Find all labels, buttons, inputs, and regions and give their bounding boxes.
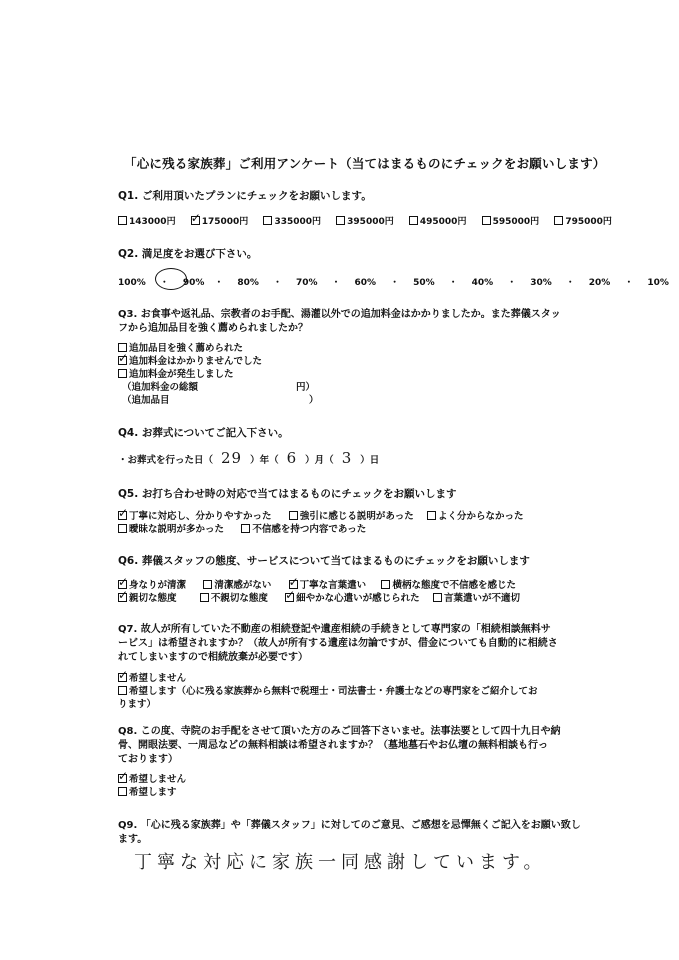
- scale-90[interactable]: 90%: [182, 278, 205, 288]
- checkbox-checked-icon[interactable]: [118, 673, 127, 682]
- q6-option-considerate[interactable]: ✓ 細やかな心遣いが感じられた: [285, 593, 420, 604]
- scale-10[interactable]: 10%: [647, 278, 669, 288]
- scale-100[interactable]: 100%: [118, 278, 146, 288]
- q1-option-395000[interactable]: 395000円: [336, 217, 394, 227]
- q4-day-value[interactable]: 3: [341, 449, 353, 467]
- q6-option-kind[interactable]: ✓親切な態度: [118, 593, 177, 604]
- q4-date-line: ・お葬式を行った日（ 29 ）年（ 6 ）月（ 3 ）日: [118, 449, 380, 467]
- q5-row2: [118, 521, 366, 535]
- q1-option-143000[interactable]: 143000円: [118, 217, 176, 227]
- q8-question-line1: Q8. この度、寺院のお手配をさせて頂いた方のみご回答下さいませ。法事法要として四十九日や納: [118, 726, 561, 737]
- selection-circle-icon: [155, 268, 187, 290]
- checkbox-checked-icon[interactable]: [191, 216, 200, 225]
- q3-question-line1: Q3. お食事や返礼品、宗教者のお手配、湯灌以外での追加料金はかかりましたか。また葬儀スタッ: [118, 309, 561, 320]
- checkbox-icon[interactable]: [409, 216, 418, 225]
- q6-option-unkind[interactable]: 不親切な態度: [200, 593, 268, 604]
- q5-option-unclear[interactable]: よく分からなかった: [427, 511, 524, 522]
- q8-option-no[interactable]: ✓希望しません: [118, 771, 186, 785]
- q5-option-pushy[interactable]: 強引に感じる説明があった: [289, 511, 414, 522]
- checkbox-checked-icon[interactable]: [118, 774, 127, 783]
- q3-items-label: （追加品目: [122, 395, 170, 406]
- q1-option-595000[interactable]: 595000円: [482, 217, 540, 227]
- q2-question: Q2. 満足度をお選び下さい。: [118, 248, 258, 260]
- q2-scale: 100% ・ 90% ・ 80% ・ 70% ・ 60% ・ 50% ・ 40% ・ 30% ・ 20% ・ 10%: [118, 278, 669, 288]
- q1-question: Q1. ご利用頂いたプランにチェックをお願いします。: [118, 190, 372, 202]
- scale-20[interactable]: 20%: [588, 278, 611, 288]
- q3-total-suffix: 円）: [296, 382, 316, 393]
- checkbox-icon[interactable]: [289, 511, 298, 520]
- q6-option-clean[interactable]: ✓身なりが清潔: [118, 580, 186, 591]
- q7-question-line1: Q7. 故人が所有していた不動産の相続登記や遺産相続の手続きとして専門家の「相続相談無料サ: [118, 624, 551, 635]
- q6-row2: [118, 590, 520, 604]
- checkbox-icon[interactable]: [263, 216, 272, 225]
- q3-option-no-extra-fee[interactable]: ✓追加料金はかかりませんでした: [118, 353, 262, 367]
- q6-row1: [118, 577, 516, 591]
- q3-total-label: （追加料金の総額: [122, 382, 199, 393]
- q8-question-line2: 骨、開眼法要、一周忌などの無料相談は希望されますか？（墓地墓石やお仏壇の無料相談も行っ: [118, 740, 548, 751]
- q6-option-improper-words[interactable]: 言葉遣いが不適切: [433, 593, 520, 604]
- checkbox-icon[interactable]: [118, 216, 127, 225]
- page-title: 「心に残る家族葬」ご利用アンケート（当てはまるものにチェックをお願いします）: [124, 156, 606, 171]
- q8-question-line3: ております）: [118, 754, 178, 765]
- checkbox-icon[interactable]: [200, 593, 209, 602]
- q3-option-extra-fee[interactable]: 追加料金が発生しました: [118, 366, 234, 380]
- checkbox-icon[interactable]: [203, 580, 212, 589]
- q1-option-335000[interactable]: 335000円: [263, 217, 321, 227]
- q7-option-yes[interactable]: 希望します（心に残る家族葬から無料で税理士・司法書士・弁護士などの専門家をご紹介してお: [118, 683, 538, 697]
- q3-items-suffix: ）: [309, 395, 319, 406]
- checkbox-icon[interactable]: [118, 369, 127, 378]
- q1-options: [118, 214, 612, 227]
- q7-option-no[interactable]: ✓希望しません: [118, 670, 186, 684]
- checkbox-icon[interactable]: [118, 787, 127, 796]
- checkbox-checked-icon[interactable]: [285, 593, 294, 602]
- checkbox-icon[interactable]: [118, 524, 127, 533]
- scale-50[interactable]: 50%: [413, 278, 435, 288]
- q5-option-distrust[interactable]: 不信感を持つ内容であった: [241, 524, 366, 535]
- q3-option-recommended[interactable]: 追加品目を強く薦められた: [118, 340, 243, 354]
- checkbox-icon[interactable]: [554, 216, 563, 225]
- checkbox-icon[interactable]: [381, 580, 390, 589]
- checkbox-checked-icon[interactable]: [118, 511, 127, 520]
- q9-handwritten-answer[interactable]: 丁寧な対応に家族一同感謝しています。: [134, 852, 547, 873]
- q9-question-line2: ます。: [118, 834, 148, 845]
- q5-option-vague[interactable]: 曖昧な説明が多かった: [118, 524, 224, 535]
- q5-row1: [118, 508, 524, 522]
- scale-30[interactable]: 30%: [530, 278, 552, 288]
- checkbox-icon[interactable]: [118, 686, 127, 695]
- checkbox-icon[interactable]: [427, 511, 436, 520]
- scale-40[interactable]: 40%: [471, 278, 494, 288]
- q6-question: Q6. 葬儀スタッフの態度、サービスについて当てはまるものにチェックをお願いします: [118, 555, 530, 567]
- q6-option-polite-words[interactable]: ✓ 丁寧な言葉遣い: [289, 580, 367, 591]
- q9-question-line1: Q9. 「心に残る家族葬」や「葬儀スタッフ」に対してのご意見、ご感想を忌憚無くご記入をお願い致し: [118, 820, 581, 831]
- checkbox-icon[interactable]: [433, 593, 442, 602]
- q1-option-495000[interactable]: 495000円: [409, 217, 467, 227]
- q6-option-unclean[interactable]: 清潔感がない: [203, 580, 271, 591]
- q7-question-line3: れてしまいますので相続放棄が必要です）: [118, 652, 308, 663]
- q8-option-yes[interactable]: 希望します: [118, 784, 177, 798]
- q4-month-value[interactable]: 6: [286, 449, 298, 467]
- q4-year-value[interactable]: 29: [221, 449, 243, 467]
- q6-option-arrogant[interactable]: 横柄な態度で不信感を感じた: [381, 580, 516, 591]
- q1-option-795000[interactable]: 795000円: [554, 217, 612, 227]
- q7-question-line2: ービス」は希望されますか？（故人が所有する遺産は勿論ですが、借金についても自動的に相続さ: [118, 638, 558, 649]
- q7-option-yes-cont: ります）: [118, 699, 157, 710]
- checkbox-checked-icon[interactable]: [118, 593, 127, 602]
- q3-question-line2: フから追加品目を強く薦められましたか？: [118, 323, 308, 334]
- checkbox-icon[interactable]: [336, 216, 345, 225]
- checkbox-icon[interactable]: [241, 524, 250, 533]
- scale-70[interactable]: 70%: [295, 278, 318, 288]
- q5-option-polite[interactable]: ✓丁寧に対応し、分かりやすかった: [118, 511, 272, 522]
- q5-question: Q5. お打ち合わせ時の対応で当てはまるものにチェックをお願いします: [118, 488, 457, 500]
- q4-question: Q4. お葬式についてご記入下さい。: [118, 427, 289, 439]
- q1-option-175000[interactable]: ✓ 175000円: [191, 217, 249, 227]
- scale-60[interactable]: 60%: [354, 278, 377, 288]
- scale-80[interactable]: 80%: [237, 278, 259, 288]
- checkbox-checked-icon[interactable]: [118, 356, 127, 365]
- checkbox-icon[interactable]: [482, 216, 491, 225]
